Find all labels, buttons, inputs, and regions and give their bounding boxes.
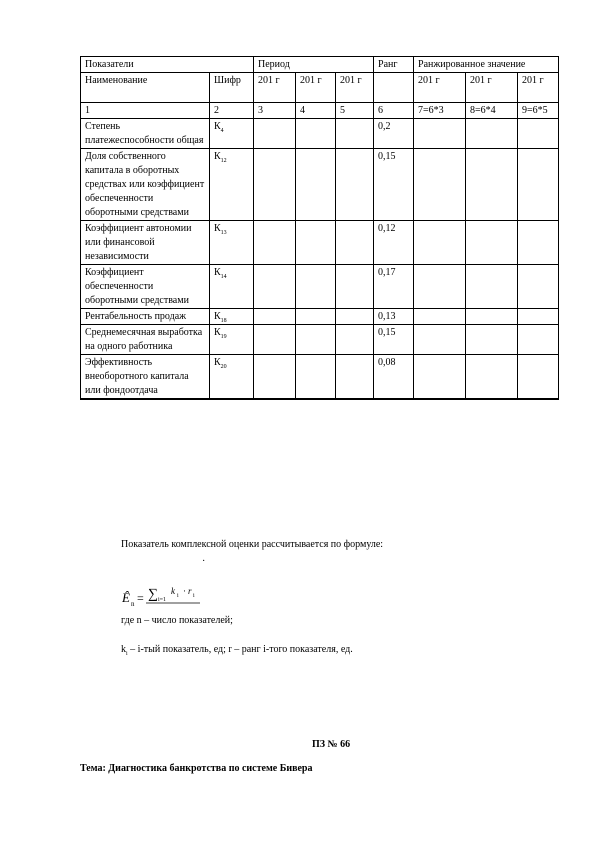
cell-empty	[254, 119, 296, 149]
row-name: Доля собственного капитала в оборотных средствах или коэффициент обеспеченности оборотными средствами	[81, 149, 210, 221]
table-row	[81, 149, 559, 221]
table-row	[81, 119, 559, 149]
cell-empty	[254, 149, 296, 221]
section-title: ПЗ № 66	[312, 739, 351, 750]
cell-empty	[466, 119, 518, 149]
cell-empty	[336, 119, 374, 149]
cell-empty	[518, 265, 559, 309]
formula-k: k	[171, 586, 175, 596]
cell-empty	[466, 265, 518, 309]
cell-empty	[254, 309, 296, 325]
header-rank-empty	[374, 73, 414, 103]
header-rank: Ранг	[374, 57, 414, 73]
code-sub: 18	[220, 318, 227, 324]
row-name: Эффективность внеоборотного капитала или фондоотдача	[81, 355, 210, 400]
row-name: Коэффициент обеспеченности оборотными средствами	[81, 265, 210, 309]
cell-empty	[336, 221, 374, 265]
col-number: 6	[374, 103, 414, 119]
cell-empty	[336, 309, 374, 325]
col-number: 8=6*4	[466, 103, 518, 119]
col-number: 2	[210, 103, 254, 119]
header-code: Шифр	[210, 73, 254, 103]
col-number: 9=6*5	[518, 103, 559, 119]
cell-empty	[414, 265, 466, 309]
cell-empty	[336, 325, 374, 355]
header-year-a: 201 г	[254, 73, 296, 103]
formula-equals: =	[137, 591, 144, 605]
cell-empty	[254, 221, 296, 265]
table-row	[81, 355, 559, 400]
row-rank: 0,08	[374, 355, 414, 400]
header-indicators: Показатели	[81, 57, 254, 73]
cell-empty	[296, 149, 336, 221]
cell-empty	[414, 221, 466, 265]
table-row	[81, 221, 559, 265]
col-number: 5	[336, 103, 374, 119]
complex-score-formula	[122, 584, 212, 610]
header-ranked-year-b: 201 г	[466, 73, 518, 103]
row-code	[210, 221, 254, 265]
cell-empty	[336, 149, 374, 221]
row-rank: 0,2	[374, 119, 414, 149]
col-number: 7=6*3	[414, 103, 466, 119]
cell-empty	[518, 325, 559, 355]
formula-k-sub: i	[177, 593, 179, 599]
cell-empty	[254, 355, 296, 400]
col-number: 4	[296, 103, 336, 119]
table-row	[81, 265, 559, 309]
topic-title: Тема: Диагностика банкротства по системе Бивера	[80, 763, 313, 774]
row-name: Рентабельность продаж	[81, 309, 210, 325]
cell-empty	[414, 149, 466, 221]
cell-empty	[414, 325, 466, 355]
row-rank: 0,17	[374, 265, 414, 309]
row-code	[210, 325, 254, 355]
cell-empty	[296, 355, 336, 400]
cell-empty	[336, 265, 374, 309]
row-code	[210, 119, 254, 149]
code-letter: К	[214, 357, 221, 368]
cell-empty	[466, 325, 518, 355]
cell-empty	[466, 355, 518, 400]
where-k-sub: i	[126, 651, 128, 657]
table-row	[81, 325, 559, 355]
row-rank: 0,15	[374, 149, 414, 221]
where-k-letter: k	[121, 644, 126, 655]
cell-empty	[518, 221, 559, 265]
cell-empty	[466, 309, 518, 325]
cell-empty	[414, 309, 466, 325]
table-row	[81, 309, 559, 325]
where-k-text	[121, 643, 353, 657]
code-sub: 20	[220, 364, 227, 370]
header-year-b: 201 г	[296, 73, 336, 103]
header-period: Период	[254, 57, 374, 73]
cell-empty	[296, 325, 336, 355]
stray-dot: ·	[202, 556, 206, 567]
row-rank: 0,13	[374, 309, 414, 325]
code-sub: 12	[220, 158, 227, 164]
row-code	[210, 355, 254, 400]
cell-empty	[466, 149, 518, 221]
header-ranked-year-a: 201 г	[414, 73, 466, 103]
code-letter: К	[214, 223, 221, 234]
row-name: Коэффициент автономии или финансовой независимости	[81, 221, 210, 265]
code-sub: 4	[220, 128, 224, 134]
row-rank: 0,12	[374, 221, 414, 265]
row-rank: 0,15	[374, 325, 414, 355]
row-code	[210, 309, 254, 325]
cell-empty	[518, 149, 559, 221]
code-sub: 13	[220, 230, 227, 236]
cell-empty	[296, 309, 336, 325]
cell-empty	[296, 265, 336, 309]
code-letter: К	[214, 151, 221, 162]
where-k-desc: – i-тый показатель, ед; r – ранг i-того показателя, ед.	[130, 644, 353, 655]
cell-empty	[518, 355, 559, 400]
cell-empty	[296, 119, 336, 149]
code-letter: К	[214, 327, 221, 338]
formula-r-sub: i	[193, 593, 195, 599]
where-n-text: где n – число показателей;	[121, 615, 233, 626]
formula-dot: ·	[183, 586, 186, 596]
header-name: Наименование	[81, 73, 210, 103]
header-year-c: 201 г	[336, 73, 374, 103]
formula-r: r	[188, 586, 192, 596]
row-name: Среднемесячная выработка на одного работника	[81, 325, 210, 355]
col-number: 1	[81, 103, 210, 119]
header-ranked-value: Ранжированное значение	[414, 57, 559, 73]
cell-empty	[254, 265, 296, 309]
cell-empty	[518, 309, 559, 325]
row-code	[210, 265, 254, 309]
cell-empty	[466, 221, 518, 265]
code-letter: К	[214, 267, 221, 278]
indicators-table	[80, 56, 559, 400]
formula-sum: ∑	[148, 587, 158, 602]
formula-sum-sub: i=1	[158, 597, 167, 603]
formula-lhs-sub: n	[131, 600, 135, 608]
row-code	[210, 149, 254, 221]
row-name: Степень платежеспособности общая	[81, 119, 210, 149]
col-number: 3	[254, 103, 296, 119]
cell-empty	[414, 119, 466, 149]
cell-empty	[414, 355, 466, 400]
cell-empty	[336, 355, 374, 400]
cell-empty	[254, 325, 296, 355]
formula-intro: Показатель комплексной оценки рассчитывается по формуле:	[121, 539, 384, 550]
code-letter: К	[214, 311, 221, 322]
code-letter: К	[214, 121, 221, 132]
formula-lhs: Ê	[122, 590, 130, 605]
code-sub: 14	[220, 274, 227, 280]
header-ranked-year-c: 201 г	[518, 73, 559, 103]
cell-empty	[518, 119, 559, 149]
cell-empty	[296, 221, 336, 265]
code-sub: 19	[220, 334, 227, 340]
